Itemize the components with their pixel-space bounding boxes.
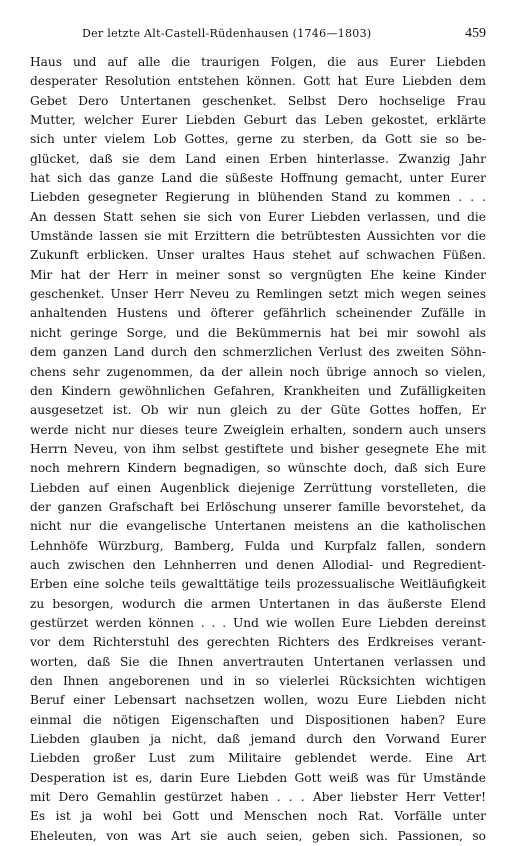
text-line: Liebden auf einen Augenblick diejenige Zerrüttung vorstelleten, die: [30, 480, 486, 495]
text-line: vor dem Richterstuhl des gerechten Richters des Erdkreises verant-: [30, 635, 486, 650]
body-text: [30, 53, 486, 846]
text-line: Zukunft erblicken. Unser uraltes Haus stehet auf schwachen Füßen.: [30, 248, 486, 263]
text-line: Beruf einer Lebensart nachsetzen wollen, wozu Eure Liebden nicht: [30, 693, 486, 708]
text-line: Umstände lassen sie mit Erzittern die betrübtesten Aussichten vor die: [30, 229, 486, 244]
text-line: Liebden großer Lust zum Militaire geblendet werde. Eine Art: [30, 751, 486, 766]
text-line: Gebet Dero Untertanen geschenket. Selbst Dero hochselige Frau: [30, 93, 486, 108]
text-line: dem ganzen Land durch den schmerzlichen Verlust des zweiten Söhn-: [30, 345, 486, 360]
text-line: worten, daß Sie die Ihnen anvertrauten Untertanen verlassen und: [30, 654, 486, 669]
text-line: den Kindern gewöhnlichen Gefahren, Krankheiten und Zufälligkeiten: [30, 383, 486, 398]
text-line: anhaltenden Hustens und öfterer gefährlich scheinender Zufälle in: [30, 306, 486, 321]
text-line: Erben eine solche teils gewalttätige teils prozessualische Weitläufigkeit: [30, 577, 486, 592]
text-line: Herrn Neveu, von ihm selbst gestiftete und bisher gesegnete Ehe mit: [30, 441, 486, 456]
text-line: geschenket. Unser Herr Neveu zu Remlingen setzt mich wegen seines: [30, 287, 486, 302]
text-line: auch zwischen den Lehnherren und denen Allodial- und Regredient-: [30, 557, 486, 572]
text-line: werde nicht nur dieses teure Zweiglein erhalten, sondern auch unsers: [30, 422, 486, 437]
text-line: Haus und auf alle die traurigen Folgen, die aus Eurer Liebden: [30, 55, 486, 69]
text-line: An dessen Statt sehen sie sich von Eurer Liebden verlassen, und die: [30, 209, 486, 224]
text-line: nicht geringe Sorge, und die Bekümmernis hat bei mir sowohl als: [30, 325, 486, 340]
text-line: Liebden glauben ja nicht, daß jemand durch den Vorwand Eurer: [30, 732, 486, 747]
text-line: Lehnhöfe Würzburg, Bamberg, Fulda und Kurpfalz fallen, sondern: [30, 538, 486, 553]
text-line: Es ist ja wohl bei Gott und Menschen noch Rat. Vorfälle unter: [30, 809, 486, 824]
running-title: Der letzte Alt-Castell-Rüdenhausen (1746—1803): [82, 27, 372, 40]
text-line: noch mehrern Kindern begnadigen, so wünschte doch, daß sich Eure: [30, 461, 486, 476]
text-line: den Ihnen angeborenen und in so vielerlei Rücksichten wichtigen: [30, 674, 486, 688]
text-line: glücket, daß sie dem Land einen Erben hinterlasse. Zwanzig Jahr: [30, 151, 486, 166]
text-line: gestürzet werden können . . . Und wie wollen Eure Liebden dereinst: [30, 615, 486, 630]
text-line: mit Dero Gemahlin gestürzet haben . . . Aber liebster Herr Vetter!: [30, 790, 486, 805]
text-line: einmal die nötigen Eigenschaften und Dispositionen haben? Eure: [30, 712, 486, 727]
text-line: desperater Resolution entstehen können. Gott hat Eure Liebden dem: [30, 74, 486, 89]
text-line: Mutter, welcher Eurer Liebden Geburt das Leben gekostet, erklärte: [30, 113, 486, 128]
text-line: sich unter vielem Lob Gottes, gerne zu sterben, da Gott sie so be-: [30, 132, 486, 147]
text-line: chens sehr zugenommen, da der allein noch übrige annoch so vielen,: [30, 364, 486, 379]
text-line: hat sich das ganze Land die süßeste Hoffnung gemacht, unter Eurer: [30, 171, 486, 186]
page-number: 459: [465, 26, 486, 41]
text-line: ausgesetzet ist. Ob wir nun gleich zu der Güte Gottes hoffen, Er: [30, 403, 486, 418]
text-line: Liebden gesegneter Regierung in blühenden Stand zu kommen . . .: [30, 190, 486, 205]
text-line: Eheleuten, von was Art sie auch seien, geben sich. Passionen, so: [30, 828, 486, 843]
text-line: Mir hat der Herr in meiner sonst so vergnügten Ehe keine Kinder: [30, 267, 486, 282]
text-line: Desperation ist es, darin Eure Liebden Gott weiß was für Umstände: [30, 770, 486, 785]
text-line: der ganzen Grafschaft bei Erlöschung unserer famille bevorstehet, da: [30, 499, 486, 514]
text-line: nicht nur die evangelische Untertanen meistens an die katholischen: [30, 519, 486, 534]
text-line: zu besorgen, wodurch die armen Untertanen in das äußerste Elend: [30, 596, 486, 611]
